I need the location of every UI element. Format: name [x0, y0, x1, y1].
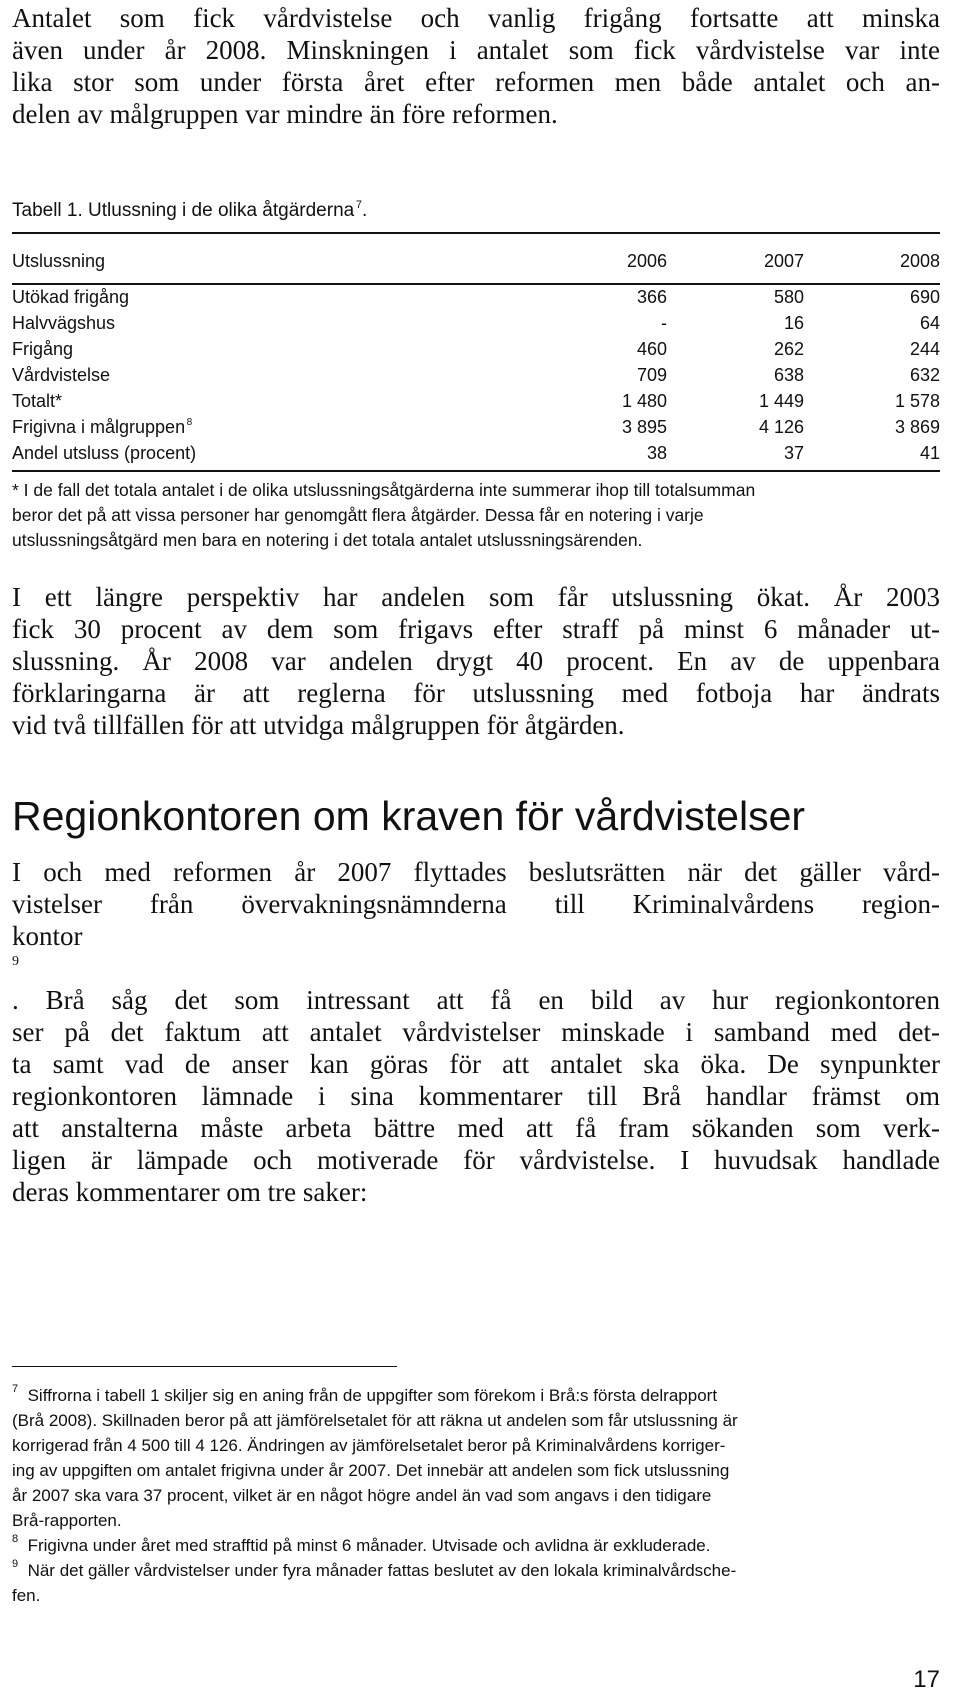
- footnote-ref: 8: [186, 416, 193, 428]
- table-caption-text: Tabell 1. Utlussning i de olika åtgärderna: [12, 200, 355, 221]
- text-line: regionkontoren lämnade i sina kommentarer till Brå handlar främst om: [12, 1081, 940, 1111]
- text-line: vid två tillfällen för att utvidga målgruppen för åtgärden.: [12, 710, 625, 740]
- footnote-8: [12, 1533, 940, 1558]
- cell-2008: 632: [909, 364, 940, 385]
- cell-2008: 690: [909, 286, 940, 307]
- row-label: Totalt*: [12, 390, 63, 411]
- text-line: ser på det faktum att antalet vårdvistelser minskade i samband med det-: [12, 1017, 940, 1047]
- note-line: utslussningsåtgärd men bara en notering i det totala antalet utslussningsärenden.: [12, 530, 643, 550]
- table-row: [12, 336, 940, 362]
- cell-2008: 64: [919, 312, 940, 333]
- table-header: [12, 248, 940, 274]
- footnotes: [12, 1383, 940, 1608]
- footnote-line: [12, 1533, 940, 1558]
- table-row: [12, 414, 940, 440]
- column-header: 2006: [626, 250, 667, 271]
- cell-2006: 460: [636, 338, 667, 359]
- footnote-text: Frigivna under året med strafftid på minst 6 månader. Utvisade och avlidna är exkluderade.: [27, 1536, 711, 1555]
- table-row: [12, 284, 940, 310]
- footnote-line: korrigerad från 4 500 till 4 126. Ändringen av jämförelsetalet beror på Kriminalvårdens korriger-: [12, 1436, 726, 1455]
- footnote-text: När det gäller vårdvistelser under fyra månader fattas beslutet av den lokala kriminalvårdsche-: [27, 1561, 737, 1580]
- cell-2007: 37: [783, 442, 804, 463]
- footnote-number: 8: [12, 1533, 19, 1545]
- table-bottom-rule: [12, 470, 940, 472]
- cell-2007: 1 449: [758, 390, 804, 411]
- table-header-row: [12, 248, 940, 274]
- table-row: [12, 440, 940, 466]
- text-fragment: . Brå såg det som intressant att få en bild av hur regionkontoren: [12, 985, 940, 1015]
- text-line: Antalet som fick vårdvistelse och vanlig frigång fortsatte att minska: [12, 3, 940, 33]
- footnote-line: år 2007 ska vara 37 procent, vilket är en något högre andel än vad som angavs i den tidigare: [12, 1486, 712, 1505]
- text-line: fick 30 procent av dem som frigavs efter straff på minst 6 månader ut-: [12, 614, 940, 644]
- text-line: förklaringarna är att reglerna för utslussning med fotboja har ändrats: [12, 678, 940, 708]
- cell-2007: 580: [773, 286, 804, 307]
- data-table: [12, 284, 940, 466]
- intro-paragraph: [12, 2, 940, 130]
- footnote-line: Brå-rapporten.: [12, 1511, 122, 1530]
- regional-offices-paragraph: [12, 856, 940, 1208]
- cell-2007: 638: [773, 364, 804, 385]
- text-line: att anstalterna måste arbeta bättre med att få fram sökanden som verk-: [12, 1113, 940, 1143]
- table-caption-end: .: [361, 200, 368, 221]
- text-fragment: kontor: [12, 921, 83, 951]
- column-header: 2007: [763, 250, 804, 271]
- text-line: vistelser från övervakningsnämnderna till Kriminalvårdens region-: [12, 889, 940, 919]
- cell-2008: 244: [909, 338, 940, 359]
- cell-2006: -: [661, 312, 667, 333]
- table-row: [12, 310, 940, 336]
- column-header: Utslussning: [12, 250, 106, 271]
- footnote-separator: [12, 1366, 397, 1367]
- perspective-paragraph: [12, 581, 940, 741]
- text-line-with-ref: [12, 920, 940, 1016]
- cell-2007: 4 126: [758, 416, 804, 437]
- footnote-line: [12, 1383, 940, 1408]
- cell-2007: 16: [783, 312, 804, 333]
- row-label-cell: [12, 414, 517, 440]
- footnote-ref: 7: [355, 199, 362, 211]
- cell-2008: 3 869: [894, 416, 940, 437]
- column-header: 2008: [899, 250, 940, 271]
- text-line: ta samt vad de anser kan göras för att antalet ska öka. De synpunkter: [12, 1049, 940, 1079]
- footnote-number: 9: [12, 1558, 19, 1570]
- text-line: deras kommentarer om tre saker:: [12, 1177, 368, 1207]
- table-row: [12, 388, 940, 414]
- row-label: Frigivna i målgruppen: [12, 416, 186, 437]
- note-line: beror det på att vissa personer har genomgått flera åtgärder. Dessa får en notering i varje: [12, 505, 704, 525]
- footnote-line: [12, 1558, 940, 1583]
- footnote-ref: 9: [12, 954, 19, 969]
- text-line: slussning. År 2008 var andelen drygt 40 procent. En av de uppenbara: [12, 646, 940, 676]
- footnote-text: Siffrorna i tabell 1 skiljer sig en aning från de uppgifter som förekom i Brå:s första delrapport: [27, 1386, 718, 1405]
- footnote-line: fen.: [12, 1586, 41, 1605]
- row-label: Vårdvistelse: [12, 364, 111, 385]
- text-line: lika stor som under första året efter reformen men både antalet och an-: [12, 67, 940, 97]
- cell-2008: 41: [919, 442, 940, 463]
- page-number: 17: [913, 1666, 940, 1693]
- cell-2006: 366: [636, 286, 667, 307]
- footnote-9: [12, 1558, 940, 1608]
- cell-2006: 3 895: [621, 416, 667, 437]
- text-line: ligen är lämpade och motiverade för vårdvistelse. I huvudsak handlade: [12, 1145, 940, 1175]
- row-label: Halvvägshus: [12, 312, 116, 333]
- table-note: [12, 478, 940, 553]
- footnote-line: (Brå 2008). Skillnaden beror på att jämförelsetalet för att räkna ut andelen som får utslussning är: [12, 1411, 738, 1430]
- row-label: Andel utsluss (procent): [12, 442, 197, 463]
- cell-2006: 1 480: [621, 390, 667, 411]
- cell-2006: 709: [636, 364, 667, 385]
- row-label: Utökad frigång: [12, 286, 130, 307]
- text-line: I ett längre perspektiv har andelen som får utslussning ökat. År 2003: [12, 582, 940, 612]
- footnote-7: [12, 1383, 940, 1533]
- footnote-line: ing av uppgiften om antalet frigivna under år 2007. Det innebär att andelen som fick utslussning: [12, 1461, 730, 1480]
- cell-2008: 1 578: [894, 390, 940, 411]
- cell-2007: 262: [773, 338, 804, 359]
- table-row: [12, 362, 940, 388]
- section-heading: Regionkontoren om kraven för vårdvistelser: [12, 793, 806, 839]
- text-line: även under år 2008. Minskningen i antalet som fick vårdvistelse var inte: [12, 35, 940, 65]
- table-caption: [12, 193, 367, 223]
- row-label: Frigång: [12, 338, 74, 359]
- text-line: I och med reformen år 2007 flyttades beslutsrätten när det gäller vård-: [12, 857, 940, 887]
- cell-2006: 38: [646, 442, 667, 463]
- text-line: delen av målgruppen var mindre än före reformen.: [12, 99, 558, 129]
- note-line: * I de fall det totala antalet i de olika utslussningsåtgärderna inte summerar ihop till totalsumman: [12, 480, 756, 500]
- footnote-number: 7: [12, 1383, 19, 1395]
- table-top-rule: [12, 232, 940, 234]
